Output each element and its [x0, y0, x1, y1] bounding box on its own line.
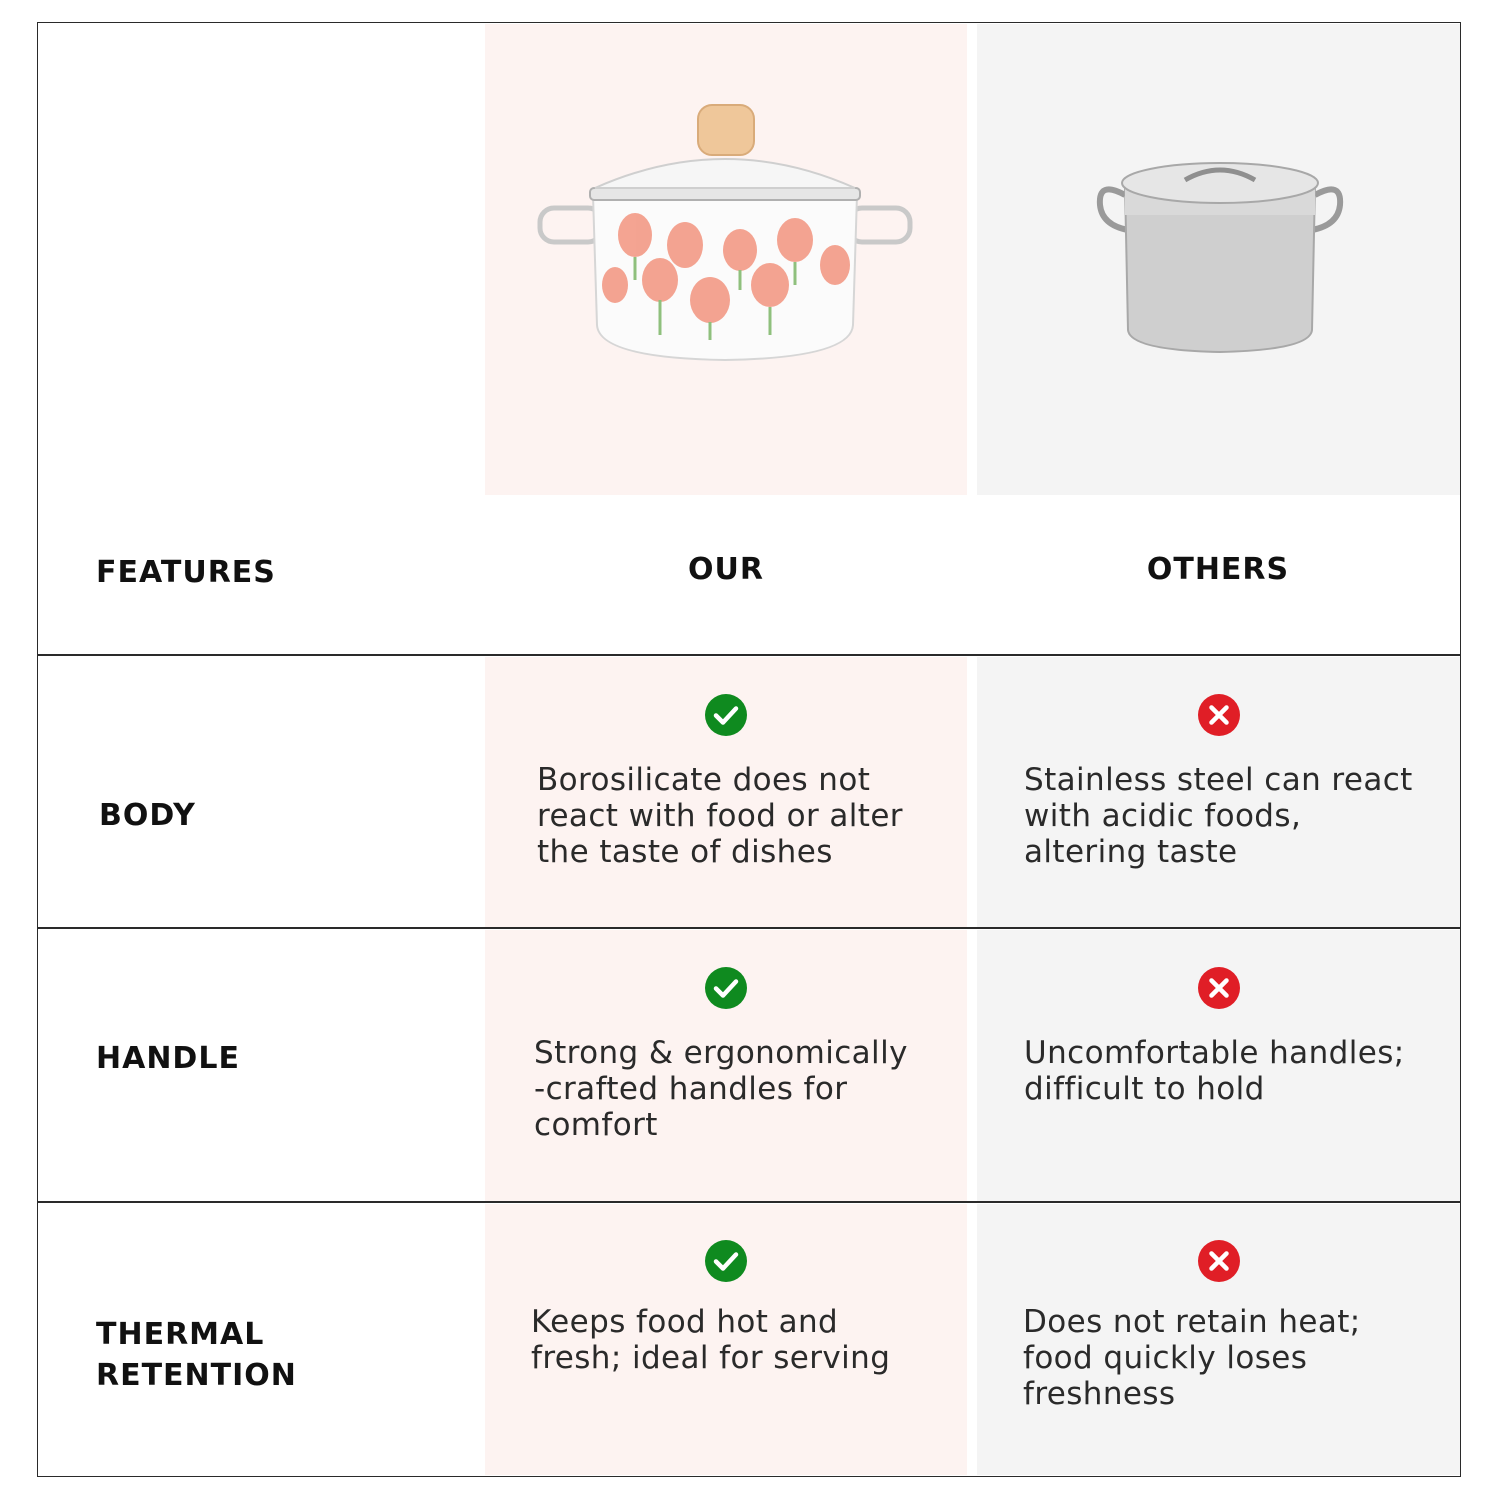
stainless-steel-stock-pot-image: [1090, 155, 1350, 360]
feature-label-body: BODY: [99, 798, 196, 833]
others-column-heading: OTHERS: [1146, 552, 1290, 587]
glass-pot-with-tulips-image: [535, 100, 915, 365]
check-icon: [705, 1240, 747, 1282]
x-icon: [1198, 694, 1240, 736]
x-icon: [1198, 1240, 1240, 1282]
our-column-heading: OUR: [688, 552, 764, 587]
feature-label-handle: HANDLE: [96, 1041, 240, 1076]
row-divider: [37, 654, 1461, 656]
our-body-description: Borosilicate does not react with food or alter the taste of dishes: [537, 762, 903, 870]
row-divider: [37, 927, 1461, 929]
others-thermal-description: Does not retain heat; food quickly loses freshness: [1023, 1304, 1361, 1412]
row-divider: [37, 1201, 1461, 1203]
check-icon: [705, 967, 747, 1009]
others-body-description: Stainless steel can react with acidic foods, altering taste: [1024, 762, 1413, 870]
our-handle-description: Strong & ergonomically -crafted handles for comfort: [534, 1035, 908, 1143]
x-icon: [1198, 967, 1240, 1009]
features-heading: FEATURES: [96, 555, 276, 590]
our-thermal-description: Keeps food hot and fresh; ideal for serving: [531, 1304, 891, 1376]
check-icon: [705, 694, 747, 736]
feature-label-thermal-retention: THERMAL RETENTION: [96, 1317, 297, 1393]
others-handle-description: Uncomfortable handles; difficult to hold: [1024, 1035, 1405, 1107]
